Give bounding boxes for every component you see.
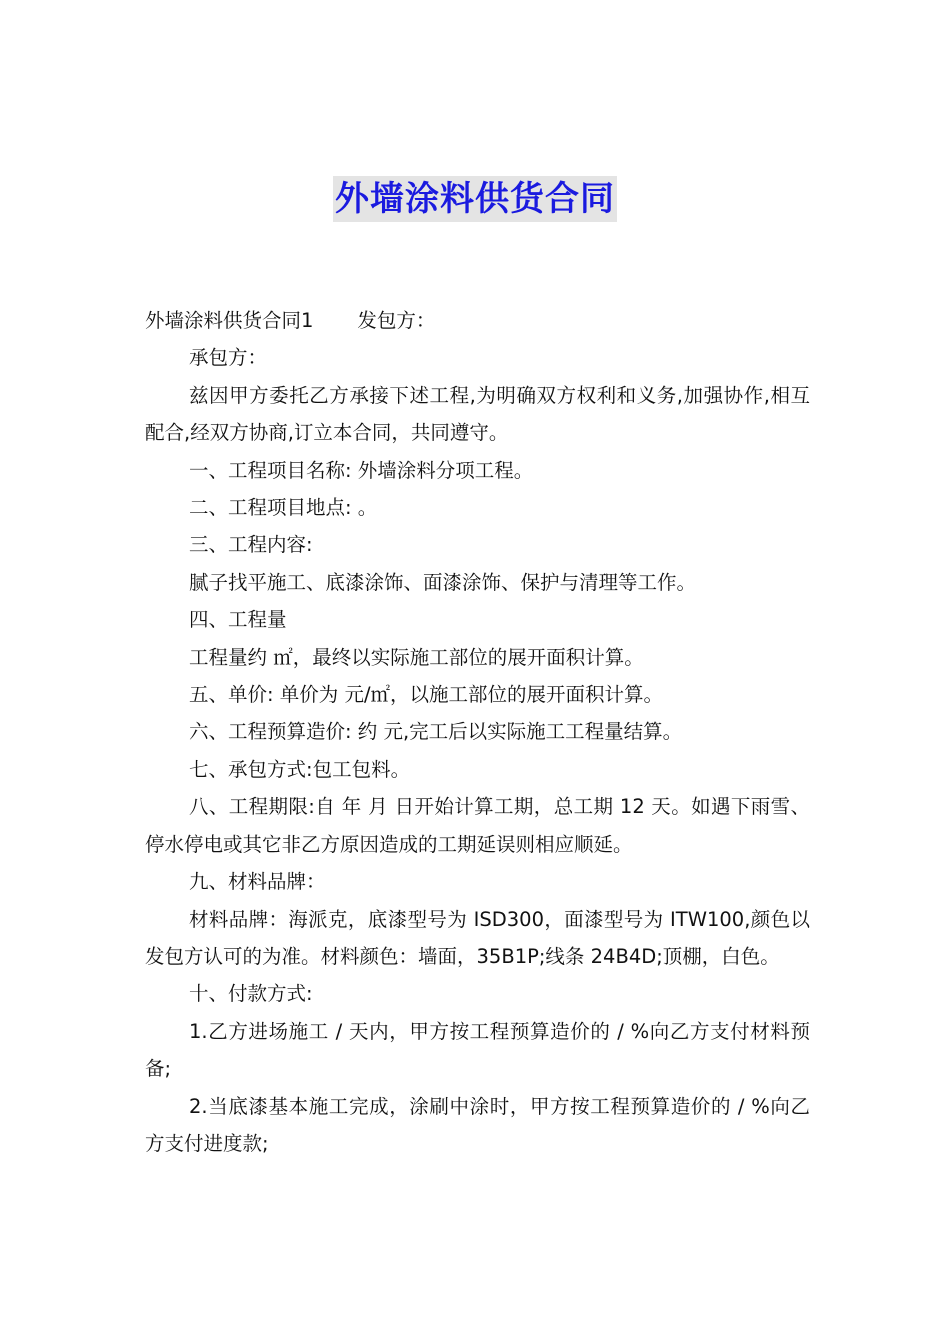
paragraph-project-name: 一、工程项目名称: 外墙涂料分项工程。 — [189, 458, 534, 482]
title-container — [0, 176, 950, 222]
paragraph-scope-detail: 腻子找平施工、底漆涂饰、面漆涂饰、保护与清理等工作。 — [189, 570, 697, 594]
document-body — [145, 302, 810, 1162]
paragraph-quantity-detail: 工程量约 ㎡，最终以实际施工部位的展开面积计算。 — [189, 645, 644, 669]
paragraph-payment-heading: 十、付款方式: — [189, 982, 313, 1006]
paragraph-project-location: 二、工程项目地点: 。 — [189, 496, 378, 520]
contract-number-label: 外墙涂料供货合同1 — [145, 309, 314, 332]
paragraph-preamble: 兹因甲方委托乙方承接下述工程,为明确双方权利和义务,加强协作,相互配合,经双方协商,订立本合同，共同遵守。 — [145, 383, 810, 445]
paragraph-brand-heading: 九、材料品牌： — [189, 870, 326, 894]
paragraph-budget: 六、工程预算造价: 约 元,完工后以实际施工工程量结算。 — [189, 720, 683, 744]
document-title: 外墙涂料供货合同 — [333, 176, 617, 222]
paragraph-contractor: 承包方： — [189, 346, 268, 370]
paragraph-brand-detail: 材料品牌：海派克，底漆型号为 ISD300，面漆型号为 ITW100,颜色以发包方认可的为准。材料颜色：墙面，35B1P;线条 24B4D;顶棚，白色。 — [145, 907, 810, 968]
paragraph-unit-price: 五、单价: 单价为 元/㎡，以施工部位的展开面积计算。 — [189, 683, 664, 707]
heading-line — [145, 302, 810, 339]
employer-label: 发包方： — [357, 309, 436, 332]
paragraph-payment-1: 1.乙方进场施工 / 天内，甲方按工程预算造价的 / %向乙方支付材料预备; — [145, 1019, 810, 1081]
paragraph-scope-heading: 三、工程内容: — [189, 533, 313, 557]
paragraph-schedule: 八、工程期限:自 年 月 日开始计算工期，总工期 12 天。如遇下雨雪、停水停电或其它非乙方原因造成的工期延误则相应顺延。 — [145, 795, 810, 856]
paragraph-payment-2: 2.当底漆基本施工完成，涂刷中涂时，甲方按工程预算造价的 / %向乙方支付进度款; — [145, 1094, 810, 1155]
paragraph-quantity-heading: 四、工程量 — [189, 608, 287, 632]
paragraph-contract-mode: 七、承包方式:包工包料。 — [189, 757, 411, 781]
